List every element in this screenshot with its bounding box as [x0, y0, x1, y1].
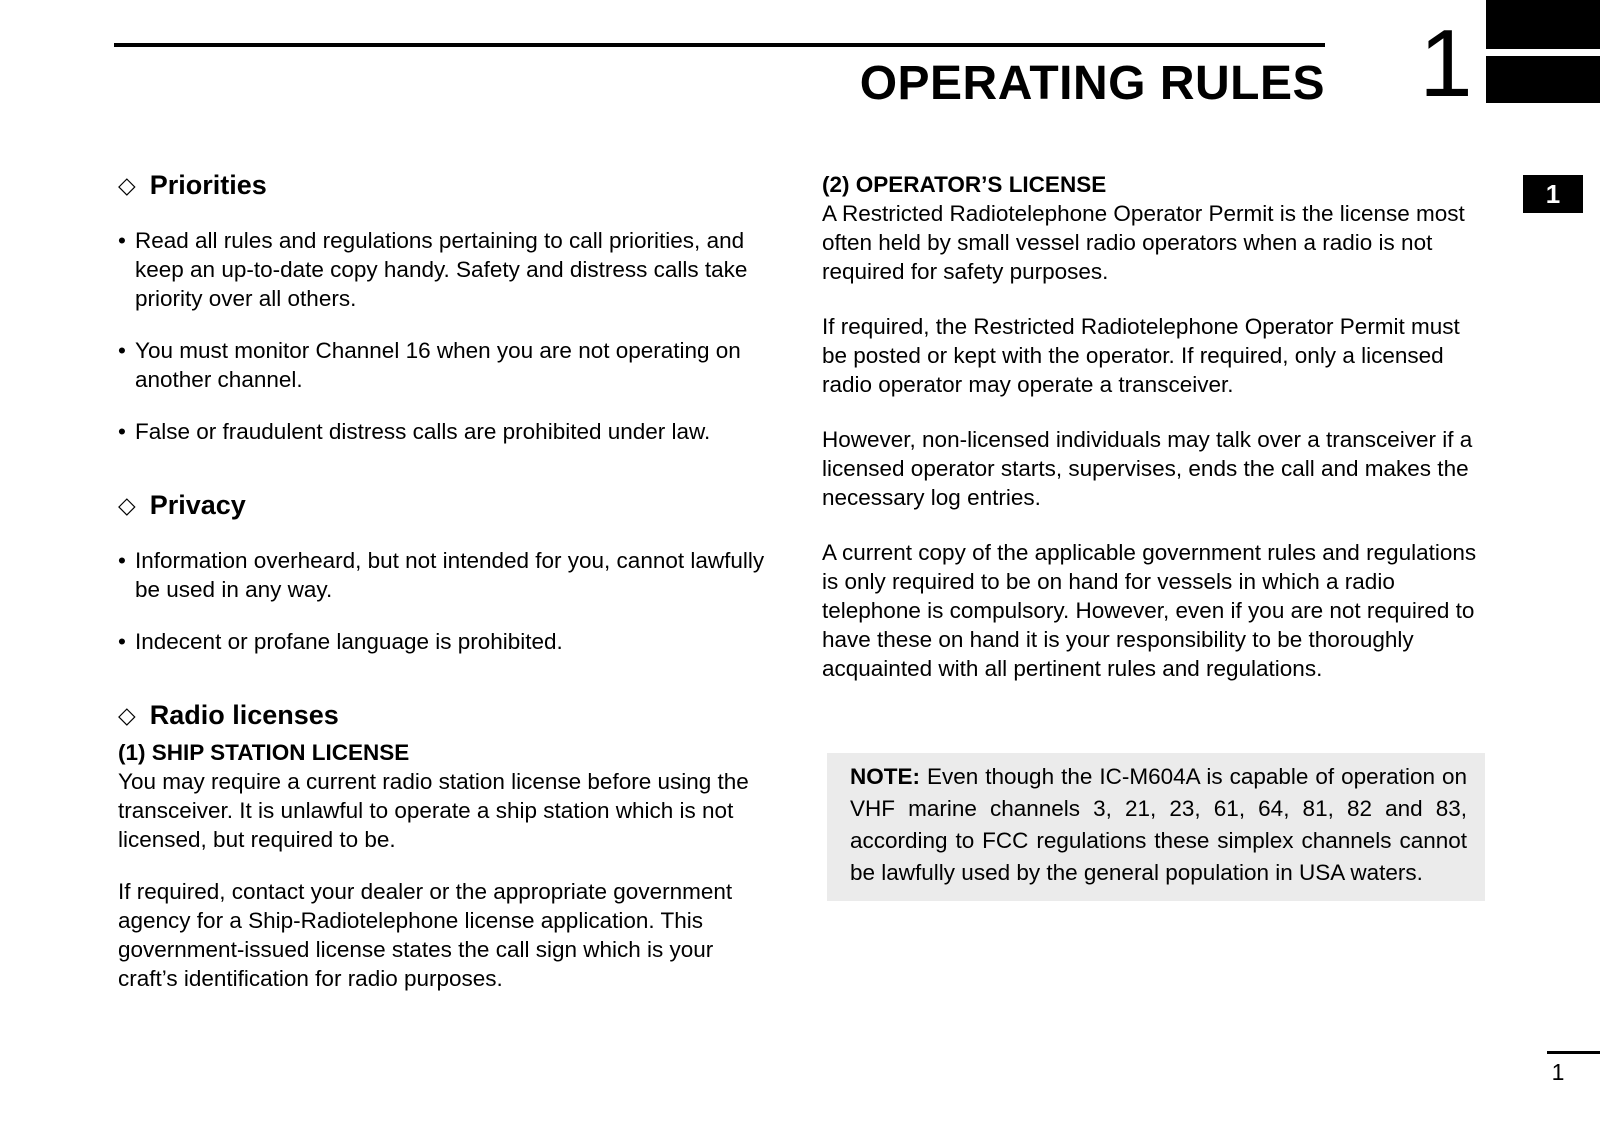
diamond-icon: ◇ [118, 702, 136, 728]
list-item [118, 226, 766, 313]
paragraph: If required, contact your dealer or the appropriate government agency for a Ship-Radiotelephone license application. This government-issued license states the call sign which is your craft’s identification for radio purposes. [118, 879, 733, 991]
header-bar-middle [1486, 56, 1600, 103]
paragraph: A current copy of the applicable government rules and regulations is only required to be on hand for vessels in which a radio telephone is compulsory. However, even if you are not required to have these on hand it is your responsibility to be thoroughly acquainted with all pertinent rules and regulations. [822, 540, 1477, 681]
list-item [118, 336, 766, 394]
bullet-icon: • [118, 338, 126, 363]
bullet-icon: • [118, 629, 126, 654]
page-title: OPERATING RULES [859, 57, 1325, 110]
section-priorities [118, 168, 766, 446]
list-item-text: You must monitor Channel 16 when you are not operating on another channel. [135, 338, 741, 392]
note-box [827, 753, 1485, 901]
chapter-number: 1 [1419, 10, 1473, 117]
section-heading [118, 168, 766, 203]
sub-heading-operators-license: (2) OPERATOR’S LICENSE [822, 172, 1107, 197]
diamond-icon: ◇ [118, 172, 136, 198]
header-bar-top [1486, 0, 1600, 49]
paragraph: However, non-licensed individuals may talk over a transceiver if a licensed operator starts, supervises, ends the call and makes the necessary log entries. [822, 427, 1473, 510]
chapter-side-tab [1523, 175, 1583, 213]
diamond-icon: ◇ [118, 492, 136, 518]
right-column [822, 168, 1488, 901]
list-item [118, 417, 766, 446]
header-rule [114, 43, 1325, 47]
section-privacy [118, 488, 766, 656]
bullet-icon: • [118, 419, 126, 444]
sub-heading-ship-station-license: (1) SHIP STATION LICENSE [118, 740, 410, 765]
list-item-text: Read all rules and regulations pertaining to call priorities, and keep an up-to-date copy handy. Safety and distress calls take priority over all others. [135, 228, 748, 311]
footer-rule [1547, 1051, 1600, 1054]
list-item-text: Indecent or profane language is prohibited. [135, 629, 563, 654]
page-number: 1 [1551, 1059, 1565, 1085]
list-item-text: Information overheard, but not intended for you, cannot lawfully be used in any way. [135, 548, 765, 602]
note-text: Even though the IC-M604A is capable of operation on VHF marine channels 3, 21, 23, 61, 64, 81, 82 and 83, according to FCC regulations these simplex channels cannot be lawfully used by the general population in USA waters. [850, 764, 1467, 885]
note-label: NOTE: [850, 764, 920, 789]
section-heading [118, 488, 766, 523]
bullet-icon: • [118, 548, 126, 573]
side-tab-number: 1 [1545, 178, 1561, 209]
list-item [118, 546, 766, 604]
section-heading-label: Radio licenses [149, 700, 339, 730]
section-heading-label: Priorities [149, 170, 267, 200]
paragraph: You may require a current radio station license before using the transceiver. It is unlawful to operate a ship station which is not licensed, but required to be. [118, 769, 749, 852]
list-item-text: False or fraudulent distress calls are prohibited under law. [135, 419, 711, 444]
section-heading-label: Privacy [149, 490, 246, 520]
paragraph: If required, the Restricted Radiotelephone Operator Permit must be posted or kept with the operator. If required, only a licensed radio operator may operate a transceiver. [822, 314, 1460, 397]
section-radio-licenses [118, 698, 766, 993]
section-heading [118, 698, 766, 733]
bullet-icon: • [118, 228, 126, 253]
paragraph: A Restricted Radiotelephone Operator Permit is the license most often held by small vessel radio operators when a radio is not required for safety purposes. [822, 201, 1465, 284]
left-column [118, 168, 766, 993]
list-item [118, 627, 766, 656]
